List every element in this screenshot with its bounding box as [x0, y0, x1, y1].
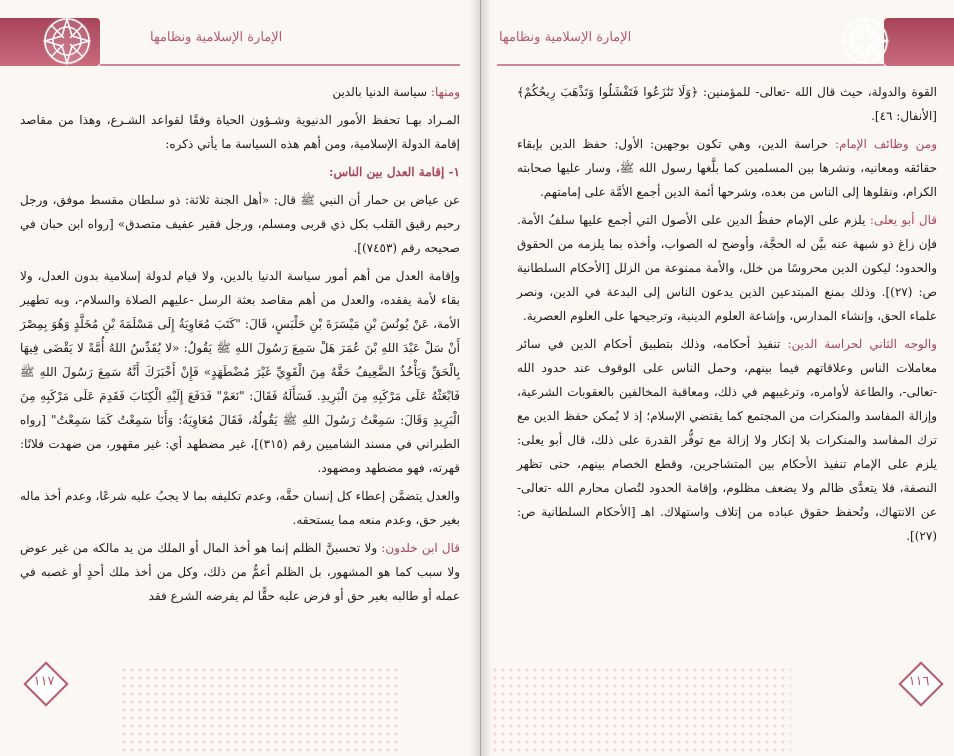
paragraph	[517, 132, 937, 204]
right-page	[481, 0, 954, 756]
paragraph	[20, 188, 460, 260]
page-number-badge	[22, 660, 66, 704]
section-heading	[20, 160, 460, 184]
header-band	[884, 18, 954, 66]
paragraph-lead: ١- إقامة العدل بين الناس:	[329, 165, 460, 179]
paragraph-text: المـراد بهـا تحفظ الأمور الدنيوية وشـؤون الحياة وفقًا لقواعد الشـرع، وهذا من مقاصد إقامة الدولة الإسلامية، ومن أهم هذه السياسة ما يأتي ذكره:	[20, 113, 460, 151]
rosette-ornament-icon	[838, 14, 892, 68]
paragraph-text: القوة والدولة، حيث قال الله -تعالى- للمؤمنين: ﴿وَلَا تَنَٰزَعُوا فَتَفْشَلُوا وَتَذْهَبَ رِيحُكُمْ﴾ [الأنفال: ٤٦].	[517, 85, 937, 123]
paragraph-text: وإقامة العدل من أهم أمور سياسة الدنيا بالدين، ولا قيام لدولة إسلامية بدون العدل، ولا بقاء لأمة يفقده، والعدل من أهم مقاصد بعثة الرسل -عليهم الصلاة والسلام-، وبه تطهير الأمة، عَنْ يُونُسَ بْنِ مَيْسَرَةَ بْنِ حَلْبَسٍ، قَالَ: "كَتَبَ مُعَاوِيَةُ إِلَى مَسْلَمَةَ بْنِ مُخَلَّدٍ وَهُوَ بِمِصْرَ أَنْ سَلْ عَبْدَ اللهِ بْنَ عُمَرَ هَلْ سَمِعَ رَسُولَ اللهِ ﷺ يَقُولُ: «لا يُقَدِّسُ اللهُ أُمَّةً لا يَقْضَى فِيهَا بِالْحَقِّ وَيَأْخُذُ الضَّعِيفُ حَقَّهُ مِنَ الْقَوِيِّ غَيْرَ مُضْطَهَدٍ» فَإِنْ أَخْبَرَكَ أَنَّهُ سَمِعَ رَسُولَ اللهِ ﷺ فَابْعَثْهُ عَلَى مَرْكَبِهِ مِنَ الْبَرِيدِ. فَسَأَلَهُ فَقَالَ: "نَعَمْ" فَدَفَعَ إِلَيْهِ الْكِتَابَ فَقَدِمَ عَلَى مَرْكَبِهِ مِنَ الْبَرِيدِ وَقَالَ: سَمِعْتُ رَسُولَ اللهِ ﷺ يَقُولُهُ، فَقَالَ مُعَاوِيَةُ: وَأَنَا سَمِعْتُ كَمَا سَمِعْتُ" [رواه الطبراني في مسند الشاميين رقم (٣١٥)]، غير مضطهد أي: غير مقهور، من ضهدت فلانًا: قهرته، فهو مضطهد ومضهود.	[20, 269, 461, 475]
paragraph-text: عن عياض بن حمار أن النبي ﷺ قال: «أهل الجنة ثلاثة: ذو سلطان مقسط موفق، ورجل رحيم رقيق القلب بكل ذي قربى ومسلم، ورجل فقير عفيف متصدق» [رواه ابن حبان في صحيحه رقم (٧٤٥٣)].	[20, 193, 460, 255]
paragraph-text: يلزم على الإمام حفظُ الدين على الأصول التي أجمع عليها سلفُ الأمة. فإن زاغ ذو شبهة عنه بيَّن له الحجَّة، وأوضح له الصواب، وأخذه بما يلزمه من الحقوق والحدود؛ ليكون الدين محروسًا من خلل، والأمة ممنوعة من الزلل [الأحكام السلطانية ص: (٢٧)]. وذلك بمنع المبتدعين الذين يدعون الناس إلى البدعة في الدين، ونصر علماء الحق، وإنشاء المدارس، وإشاعة العلوم الدينية، وترجيحها على العلوم العصرية.	[517, 213, 937, 323]
rosette-ornament-icon	[40, 14, 94, 68]
page-number: ١١٦	[908, 674, 930, 689]
paragraph	[517, 80, 937, 128]
dot-pattern	[491, 666, 791, 756]
paragraph	[20, 484, 460, 532]
paragraph	[20, 108, 460, 156]
page-number-badge	[897, 660, 941, 704]
right-page-body	[517, 80, 937, 552]
dot-pattern	[120, 666, 400, 756]
paragraph-text: حراسة الدين، وهي تكون بوجهين: الأول: حفظ الدين بإبقاء حقائقه ومعانيه، ونشرها بين المسلمين كما بلَّغها رسول الله ﷺ، وسار عليها صحابته الكرام، ونقلوها إلى الناس من بعده، وشرحها أئمة الدين أجمع الأمَّة على إمامتهم.	[517, 137, 937, 199]
header-divider	[100, 64, 460, 66]
paragraph-text: ولا تحسبنَّ الظلم إنما هو أخذ المال أو الملك من يد مالكه من غير عوض ولا سبب كما هو المشهور، بل الظلم أعمُّ من ذلك، وكل من أخذ ملك أحدٍ أو غصبه في عمله أو طالبه بغير حق أو فرض عليه حقًّا لم يفرضه الشرع فقد	[20, 541, 460, 603]
paragraph	[20, 536, 460, 608]
paragraph-text: تنفيذ أحكامه، وذلك بتطبيق أحكام الدين في سائر معاملات الناس وعلاقاتهم فيما بينهم، وحمل الناس على الوقوف عند حدود الله -تعالى-، والطاعة لأوامره، وترغيبهم في ذلك، ومعاقبة المخالفين بالعقوبات الشرعية، وإزالة المفاسد والمنكرات من المجتمع كما يقتضي الإسلام؛ إذ لا يُمكن حفظ الدين مع ترك المفاسد والمنكرات بلا إنكار ولا إزالة مع توفُّر القدرة على ذلك، قال أبو يعلى: يلزم على الإمام تنفيذ الأحكام بين المتشاجرين، وقطع الخصام بينهم، حتى تظهر النصفة، فلا يتعدَّى ظالم ولا يضعف مظلوم، وإقامة الحدود لتُصان محارم الله -تعالى- عن الانتهاك، وتُحفظ حقوق عباده من إتلاف واستهلاك. اهـ [الأحكام السلطانية ص: (٢٧)].	[517, 337, 937, 543]
paragraph	[517, 208, 937, 328]
paragraph	[517, 332, 937, 548]
header-title: الإمارة الإسلامية ونظامها	[499, 30, 632, 45]
left-page-body	[20, 80, 460, 612]
paragraph-text: والعدل يتضمَّن إعطاء كل إنسان حقَّه، وعدم تكليفه بما لا يجبُ عليه شرعًا، وعدم أخذ ماله بغير حق، وعدم منعه مما يستحقه.	[20, 489, 460, 527]
page-number: ١١٧	[33, 674, 55, 689]
paragraph-lead: قال أبو يعلى:	[869, 213, 937, 227]
header-title: الإمارة الإسلامية ونظامها	[150, 30, 283, 45]
paragraph	[20, 264, 460, 480]
paragraph-lead: ومن وظائف الإمام:	[835, 137, 937, 151]
paragraph-lead: قال ابن خلدون:	[381, 541, 461, 555]
paragraph-lead: ومنها:	[430, 85, 460, 99]
header-divider	[497, 64, 884, 66]
paragraph-text: سياسة الدنيا بالدين	[332, 85, 431, 99]
paragraph	[20, 80, 460, 104]
paragraph-lead: والوجه الثاني لحراسة الدين:	[787, 337, 937, 351]
